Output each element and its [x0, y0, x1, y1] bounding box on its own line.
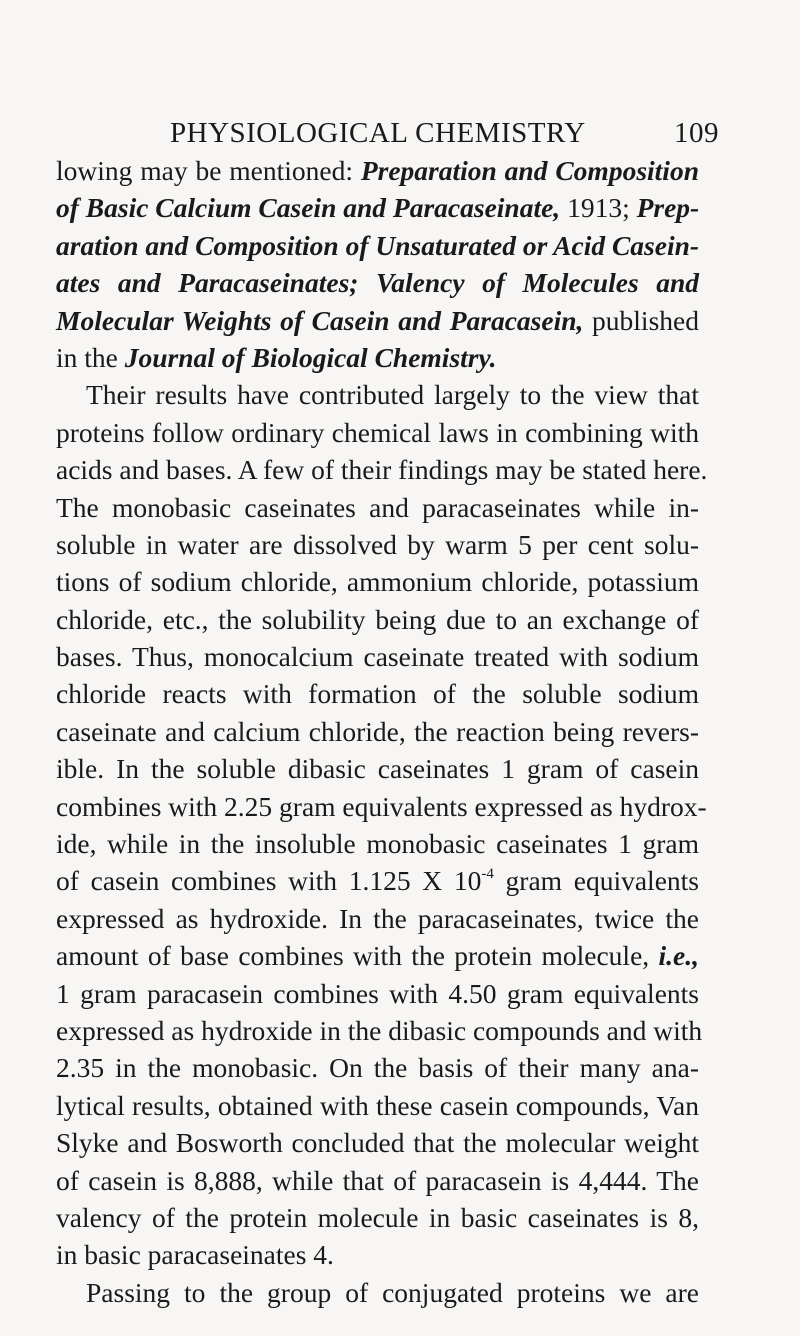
text-span: 1913;: [560, 192, 637, 224]
text-line: ates and Paracaseinates; Valency of Molecules and: [56, 267, 699, 299]
text-span: of casein combines with 1.125 X 10: [56, 865, 482, 897]
text-line: [56, 937, 699, 974]
text-span: amount of base combines with the protein molecule,: [56, 940, 659, 972]
running-head-title: PHYSIOLOGICAL CHEMISTRY: [170, 117, 586, 149]
text-line: of casein is 8,888, while that of paracasein is 4,444. The: [56, 1164, 699, 1196]
text-span: in the: [56, 341, 125, 373]
text-line: caseinate and calcium chloride, the reaction being revers-: [56, 715, 699, 747]
text-line: [56, 152, 699, 189]
text-line: proteins follow ordinary chemical laws in combining with: [56, 416, 699, 448]
text-line: [56, 302, 699, 339]
text-line: Their results have contributed largely to the view that: [86, 379, 699, 411]
text-line: lytical results, obtained with these casein compounds, Van: [56, 1089, 699, 1121]
text-line: 1 gram paracasein combines with 4.50 gram equivalents: [56, 977, 699, 1009]
text-line: ible. In the soluble dibasic caseinates 1 gram of casein: [56, 753, 699, 785]
text-line: chloride, etc., the solubility being due to an exchange of: [56, 603, 699, 635]
text-line: The monobasic caseinates and paracaseinates while in-: [56, 491, 699, 523]
body-text: [56, 152, 708, 1311]
text-line: aration and Composition of Unsaturated or Acid Casein-: [56, 229, 700, 261]
text-line: soluble in water are dissolved by warm 5 per cent solu-: [56, 528, 699, 560]
text-span: published: [583, 304, 699, 336]
text-line: expressed as hydroxide. In the paracaseinates, twice the: [56, 902, 699, 934]
text-line: 2.35 in the monobasic. On the basis of their many ana-: [56, 1052, 699, 1084]
text-line: [56, 862, 699, 899]
text-line: [56, 189, 699, 226]
text-span: gram equivalents: [493, 865, 699, 897]
text-line: valency of the protein molecule in basic caseinates is 8,: [56, 1201, 699, 1233]
italic-abbreviation: i.e.,: [658, 940, 699, 972]
text-span: lowing may be mentioned:: [56, 155, 361, 186]
text-line: tions of sodium chloride, ammonium chloride, potassium: [56, 566, 699, 598]
text-line: Slyke and Bosworth concluded that the molecular weight: [56, 1127, 699, 1159]
text-line: [56, 339, 699, 376]
text-line: acids and bases. A few of their findings may be stated here.: [56, 454, 708, 486]
text-line: bases. Thus, monocalcium caseinate treated with sodium: [56, 641, 699, 673]
text-line: combines with 2.25 gram equivalents expressed as hydrox-: [56, 790, 707, 822]
italic-title: Preparation and Composition: [360, 155, 699, 186]
page-number: 109: [674, 117, 719, 149]
italic-title: Journal of Biological Chemistry.: [124, 341, 497, 373]
text-line: ide, while in the insoluble monobasic caseinates 1 gram: [56, 828, 699, 860]
text-line: chloride reacts with formation of the soluble sodium: [56, 678, 699, 710]
text-line: Passing to the group of conjugated proteins we are: [86, 1276, 699, 1308]
italic-title: of Basic Calcium Casein and Paracaseinate,: [56, 192, 561, 224]
exponent: -4: [481, 866, 494, 883]
italic-title: Molecular Weights of Casein and Paracasein,: [56, 304, 584, 336]
text-line: in basic paracaseinates 4.: [56, 1239, 334, 1271]
text-line: expressed as hydroxide in the dibasic compounds and with: [56, 1014, 703, 1046]
italic-title: Prep-: [636, 192, 700, 224]
